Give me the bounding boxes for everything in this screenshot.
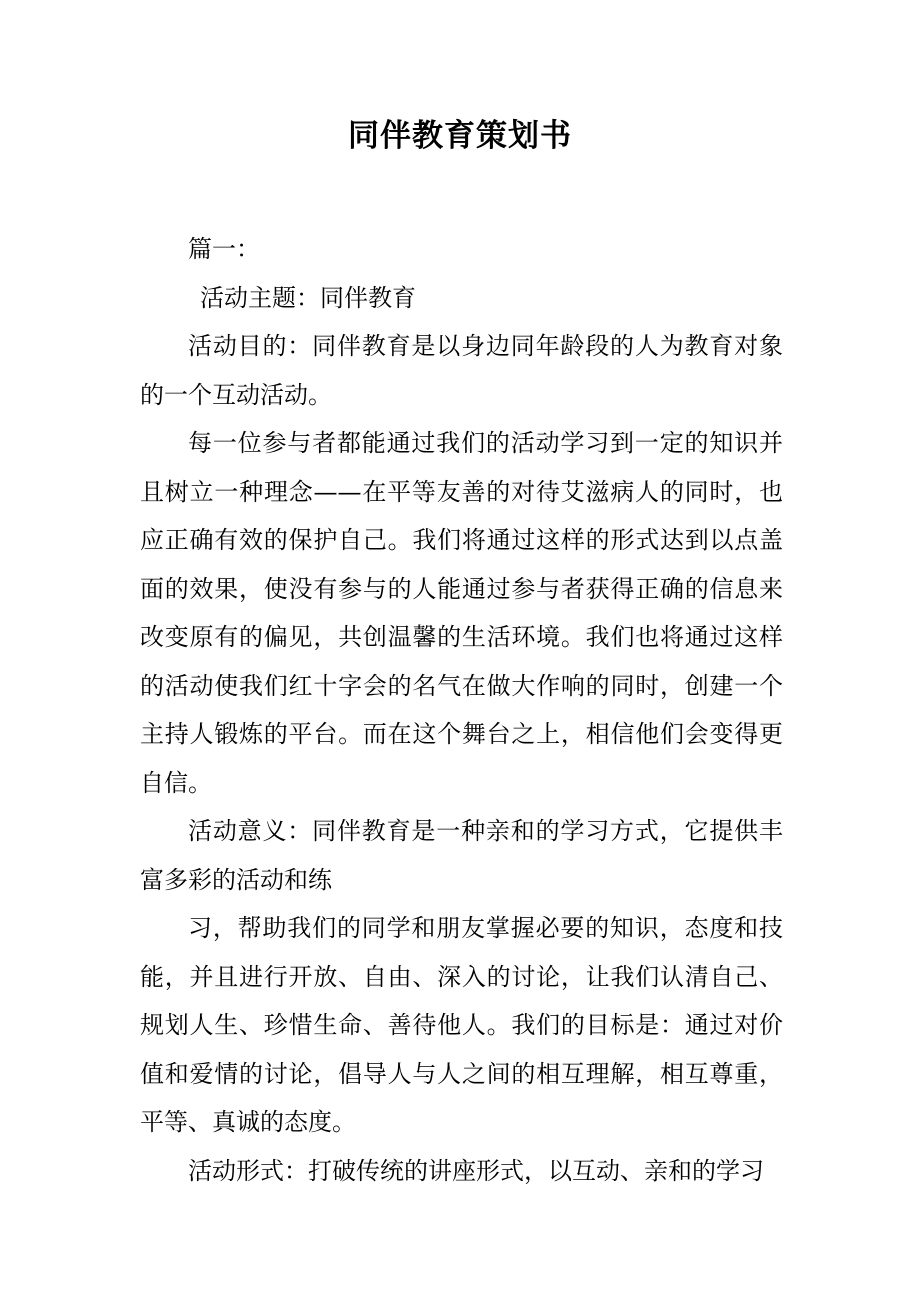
activity-form-paragraph: 活动形式：打破传统的讲座形式，以互动、亲和的学习	[188, 1156, 764, 1185]
activity-purpose-paragraph: 活动目的：同伴教育是以身边同年龄段的人为教育对象的一个互动活动。	[140, 332, 783, 409]
document-title: 同伴教育策划书	[348, 118, 572, 154]
participants-paragraph: 每一位参与者都能通过我们的活动学习到一定的知识并且树立一种理念——在平等友善的对待艾滋病人的同时，也应正确有效的保护自己。我们将通过这样的形式达到以点盖面的效果，使没有参与的人能通过参与者获得正确的信息来改变原有的偏见，共创温馨的生活环境。我们也将通过这样的活动使我们红十字会的名气在做大作响的同时，创建一个主持人锻炼的平台。而在这个舞台之上，相信他们会变得更自信。	[140, 429, 783, 797]
activity-theme-paragraph: 活动主题：同伴教育	[200, 283, 416, 312]
section-heading: 篇一：	[188, 235, 260, 263]
document-body	[140, 225, 783, 1195]
activity-significance-paragraph: 活动意义：同伴教育是一种亲和的学习方式，它提供丰富多彩的活动和练	[140, 817, 783, 894]
continuation-paragraph: 习，帮助我们的同学和朋友掌握必要的知识，态度和技能，并且进行开放、自由、深入的讨论，让我们认清自己、规划人生、珍惜生命、善待他人。我们的目标是：通过对价值和爱情的讨论，倡导人与人之间的相互理解，相互尊重，平等、真诚的态度。	[140, 914, 783, 1136]
